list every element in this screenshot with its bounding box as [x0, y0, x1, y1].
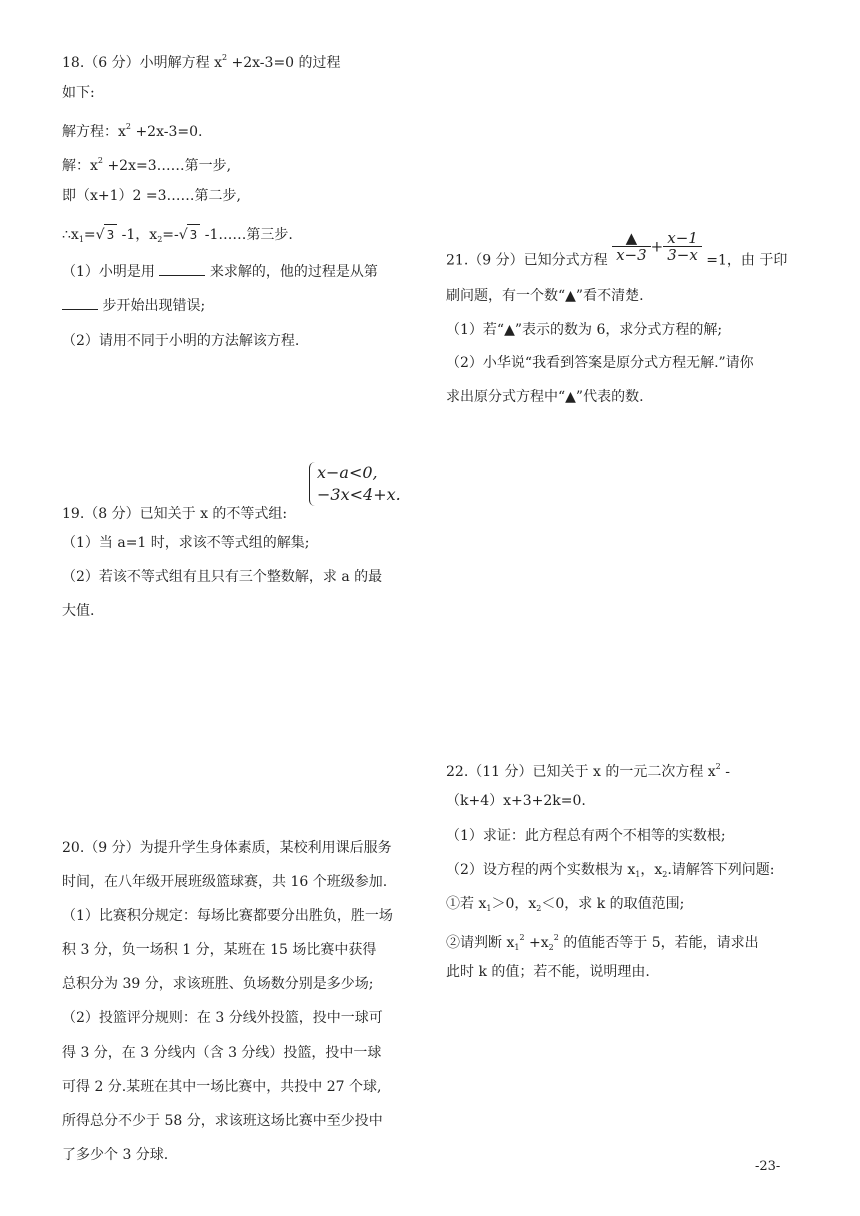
brace-symbol [309, 462, 316, 506]
q20-line-7: 得 3 分，在 3 分线内（含 3 分线）投篮，投中一球 [62, 1045, 382, 1061]
q19-part-2: （2）若该不等式组有且只有三个整数解，求 a 的最 [62, 569, 383, 585]
q18-part-1: （1）小明是用 来求解的，他的过程是从第 [62, 264, 378, 280]
q20-line-3: （1）比赛积分规定：每场比赛都要分出胜负，胜一场 [62, 908, 393, 924]
q20-line-9: 所得总分不少于 58 分，求该班这场比赛中至少投中 [62, 1113, 383, 1129]
q21-part-1: （1）若“▲”表示的数为 6，求分式方程的解; [446, 322, 723, 338]
q19-part-1: （1）当 a=1 时，求该不等式组的解集; [62, 535, 310, 551]
q21-line-2: 刷问题，有一个数“▲”看不清楚. [446, 288, 644, 304]
q19-title: 19.（8 分）已知关于 x 的不等式组: [62, 506, 288, 522]
sqrt-symbol: √ 3 [96, 224, 118, 245]
fraction-2: $\frac{x-1}{3-x}$ [663, 230, 702, 263]
q18-part-2: （2）请用不同于小明的方法解该方程. [62, 333, 300, 349]
inequality-1: x−a<0, [317, 463, 378, 482]
q21-part-2-cont: 求出原分式方程中“▲”代表的数. [446, 389, 644, 405]
inequality-2: −3x<4+x. [317, 485, 401, 504]
q18-line-3: 解方程：$x^2 +2x-3=0$. [62, 122, 203, 140]
q22-part-2: （2）设方程的两个实数根为 $x_1$，$x_2$.请解答下列问题: [446, 862, 775, 879]
q20-line-1: 20.（9 分）为提升学生身体素质，某校利用课后服务 [62, 840, 392, 856]
q22-item-1: ①若 $x_1>0$，$x_2<0$，求 k 的取值范围; [446, 896, 685, 913]
answer-blank[interactable] [159, 262, 205, 276]
q21-part-2: （2）小华说“我看到答案是原分式方程无解.”请你 [446, 355, 754, 371]
q20-line-6: （2）投篮评分规则：在 3 分线外投篮，投中一球可 [62, 1010, 383, 1026]
q20-line-5: 总积分为 39 分，求该班胜、负场数分别是多少场; [62, 976, 374, 992]
q22-line-1: 22.（11 分）已知关于 x 的一元二次方程 $x^2$ - [446, 762, 730, 780]
q18-part-1-cont: 步开始出现错误; [62, 296, 205, 316]
q21-title: 21.（9 分）已知分式方程 $\frac{▲}{x-3}$ + $\frac{x-1}{3-x}$ =1，由 于印 [446, 229, 788, 269]
q19-part-2-cont: 大值. [62, 603, 95, 619]
answer-blank[interactable] [62, 296, 98, 310]
q18-line-2: 如下: [62, 85, 95, 101]
q18-step-1: 解：$x^2$ +2x=3……第一步, [62, 156, 232, 174]
q20-line-8: 可得 2 分.某班在其中一场比赛中，共投中 27 个球, [62, 1079, 382, 1095]
q22-item-2-cont: 此时 k 的值；若不能，说明理由. [446, 964, 650, 980]
q20-line-4: 积 3 分，负一场积 1 分，某班在 15 场比赛中获得 [62, 942, 377, 958]
page-number: -23- [755, 1159, 781, 1174]
q19-inequality-system [309, 462, 401, 506]
q20-line-10: 了多少个 3 分球. [62, 1147, 169, 1163]
q18-step-3: $\therefore x_1=√$ 3 -1，$x_2=-√$ 3 -1……第三步. [62, 224, 293, 250]
q22-line-2: （k+4）x+3+2k=0. [446, 793, 586, 809]
q22-part-1: （1）求证：此方程总有两个不相等的实数根; [446, 828, 726, 844]
q18-step-2: 即（x+1）2 =3……第二步, [62, 188, 241, 204]
q20-line-2: 时间，在八年级开展班级篮球赛，共 16 个班级参加. [62, 874, 388, 890]
sqrt-symbol: √ 3 [179, 224, 201, 245]
fraction-1: $\frac{▲}{x-3}$ [612, 230, 651, 263]
q22-item-2: ②请判断 $x_1^2 +x_2^2$ 的值能否等于 5，若能，请求出 [446, 933, 759, 952]
q18-title: 18.（6 分）小明解方程 $x^2 +2x-3=0$ 的过程 [62, 53, 341, 71]
